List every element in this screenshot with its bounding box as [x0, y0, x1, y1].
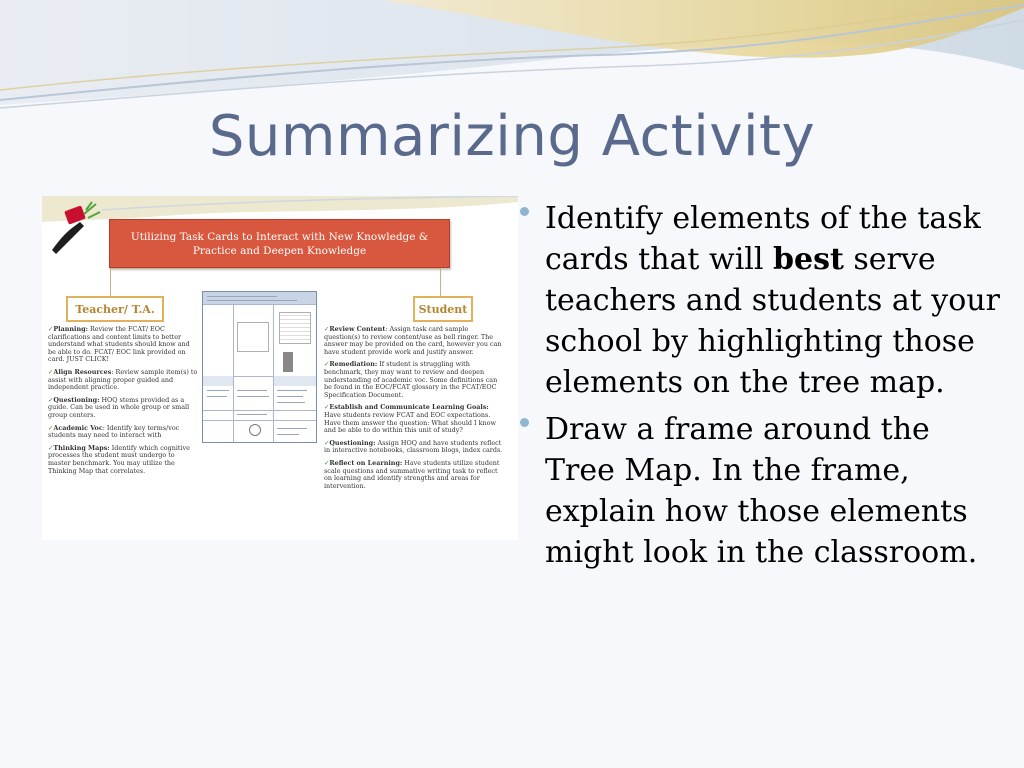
teacher-item-head: Thinking Maps:: [53, 443, 110, 452]
teacher-item-body: HOQ stems provided as a guide. Can be used in whole group or small group centers.: [48, 395, 190, 419]
student-item-body: : Assign task card sample question(s) to review content/use as bell ringer. The answer may be provided on the card, however you can have student provide work and justify answer.: [324, 325, 502, 356]
teacher-item-head: Planning:: [53, 325, 88, 333]
teacher-label: Teacher/ T.A.: [66, 296, 164, 322]
teacher-item-head: Academic Voc: [53, 423, 103, 432]
task-card-overview-image: [42, 196, 518, 540]
student-items: ✓Review Content: Assign task card sample question(s) to review content/use as bell ringer. The answer may be provided on the card, however you can have student provide work and justify answer. ✓Remediation: If student is struggling with benchmark, they may want to review and deepen understanding of academic voc. Some definitions can be found in the EOC/FCAT glossary in the FCAT/EOC Specification Document. ✓Establish and Communicate Learning Goals: Have students review FCAT and EOC expectations. Have them answer the question: What should I know and be able to do within this unit of study? ✓Questioning: Assign HOQ and have students reflect in interactive notebooks, classroom blogs, index cards. ✓Reflect on Learning: Have students utilize student scale questions and summative writing task to reflect on learning and identify strengths and areas for intervention.: [324, 325, 503, 490]
teacher-item-body: Identify which cognitive processes the student must undergo to master benchmark. You may utilize the Thinking Map that correlates.: [48, 443, 190, 475]
bullet-text-pre: Identify elements of the task cards that will: [545, 201, 981, 277]
bullet-text-bold: best: [773, 242, 844, 277]
bullet-list: [520, 198, 1000, 579]
bullet-item: [520, 409, 1000, 573]
bullet-text-pre: Draw a frame around the Tree Map. In the frame, explain how those elements might look in the classroom.: [545, 412, 978, 570]
teacher-item-head: Align Resources: [53, 367, 112, 376]
teacher-item-body: : Review sample item(s) to assist with aligning proper guided and independent practice.: [48, 367, 198, 392]
student-item-body: Assign HOQ and have students reflect in interactive notebooks, classroom blogs, index cards.: [324, 438, 503, 455]
student-item-head: Reflect on Learning:: [329, 458, 403, 467]
teacher-item-body: : Identify key terms/voc students may need to interact with: [48, 423, 180, 440]
bullet-text: [545, 409, 1000, 573]
bullet-text: [545, 198, 1000, 403]
student-item-head: Questioning:: [329, 438, 376, 447]
teacher-item-body: Review the FCAT/ EOC clarifications and content limits to better understand what students should know and be able to do. FCAT/ EOC link provided on card. JUST CLICK!: [48, 325, 190, 364]
banner-line-1: Utilizing Task Cards to Interact with New Knowledge &: [130, 230, 429, 243]
connector-line: [110, 268, 440, 269]
student-item-head: Remediation:: [329, 360, 378, 369]
task-card-thumbnail: [202, 291, 317, 443]
task-card-banner: [109, 219, 450, 268]
teacher-items: ✓Planning: Review the FCAT/ EOC clarifications and content limits to better understand what students should know and be able to do. FCAT/ EOC link provided on card. JUST CLICK! ✓Align Resources: Review sample item(s) to assist with aligning proper guided and independent practice. ✓Questioning: HOQ stems provided as a guide. Can be used in whole group or small group centers. ✓Academic Voc: Identify key terms/voc students may need to interact with ✓Thinking Maps: Identify which cognitive processes the student must undergo to master benchmark. You may utilize the Thinking Map that correlates.: [48, 325, 198, 475]
student-item-head: Establish and Communicate Learning Goals:: [329, 403, 489, 412]
slide-title: Summarizing Activity: [208, 104, 816, 169]
teacher-item-head: Questioning:: [53, 395, 100, 404]
connector-line: [110, 268, 111, 296]
student-item-body: If student is struggling with benchmark, they may want to review and deepen understanding of academic voc. Some definitions can be found in the EOC/FCAT glossary in the FCAT/EOC Specification Document.: [324, 360, 498, 399]
student-item-head: Review Content: [329, 325, 386, 333]
student-item-body: Have students review FCAT and EOC expectations. Have them answer the question: What should I know and be able to do within this unit of study?: [324, 410, 496, 435]
student-item-body: Have students utilize student scale questions and summative writing task to reflect on learning and identify strengths and areas for intervention.: [324, 458, 500, 490]
bullet-dot-icon: [520, 207, 529, 216]
banner-line-2: Practice and Deepen Knowledge: [192, 244, 367, 257]
pointing-hand-card-icon: [44, 200, 104, 258]
bullet-dot-icon: [520, 418, 529, 427]
connector-line: [440, 268, 441, 296]
bullet-item: [520, 198, 1000, 403]
bullet-text-post: serve teachers and students at your school by highlighting those elements on the tree map.: [545, 242, 1000, 400]
student-label: Student: [413, 296, 473, 322]
